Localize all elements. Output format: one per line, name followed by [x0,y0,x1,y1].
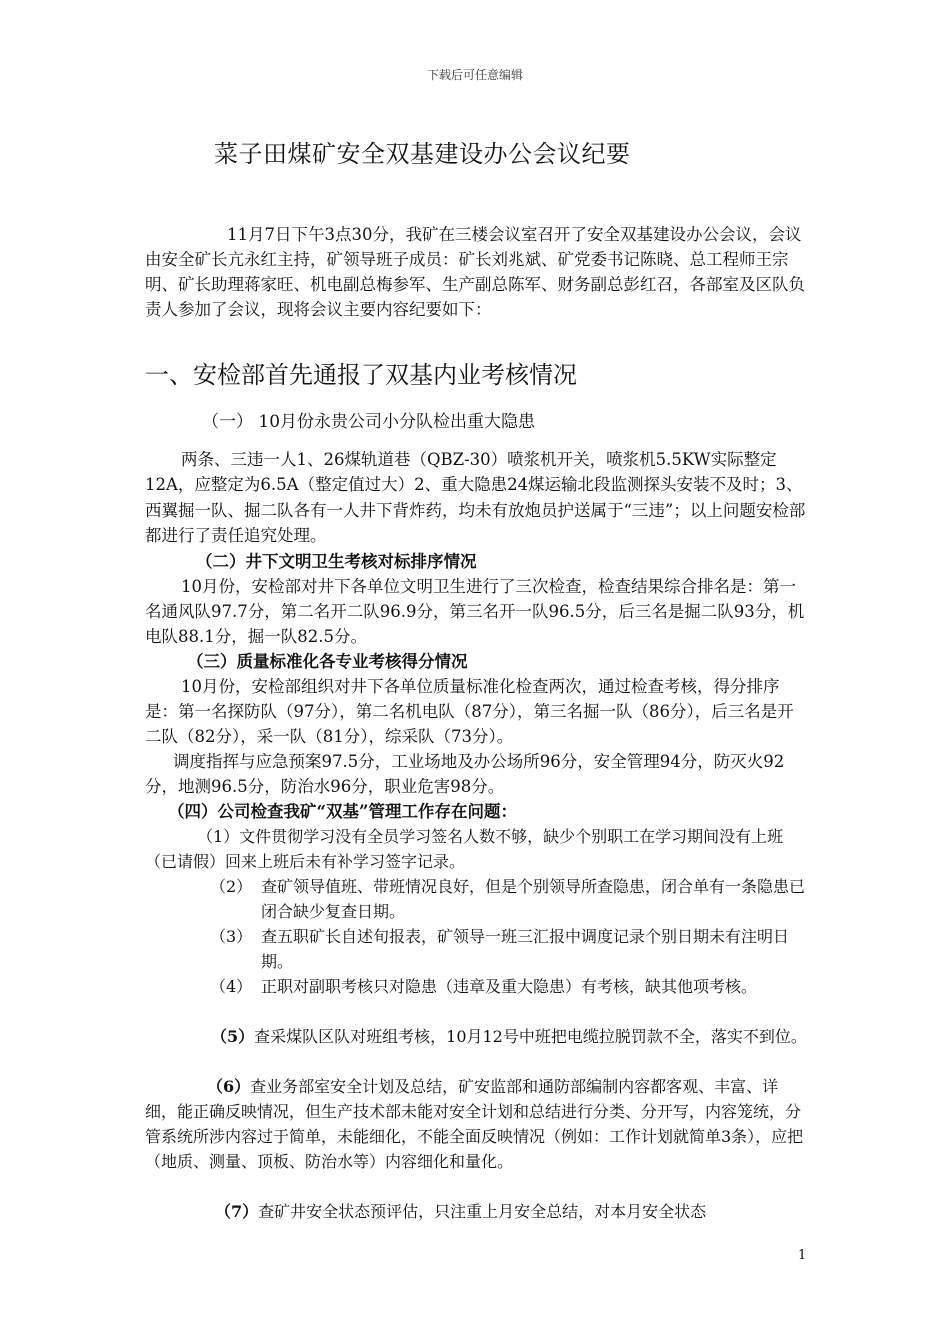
issue-item-5-number: （5） [211,1027,255,1046]
issue-item-3-number: （3） [210,927,253,946]
issue-item-6 [145,1074,807,1174]
subsection-heading-4: （四）公司检查我矿“双基”管理工作存在问题： [168,802,517,821]
subsection-body-3: 10月份，安检部组织对井下各单位质量标准化检查两次，通过检查考核，得分排序是：第一名探防队（97分），第二名机电队（87分），第三名掘一队（86分），后三名是开二队（82分），采一队（81分），综采队（73分）。 [145,677,794,746]
intro-paragraph: 11月7日下午3点30分，我矿在三楼会议室召开了安全双基建设办公会议，会议由安全矿长亢永红主持，矿领导班子成员：矿长刘兆斌、矿党委书记陈晓、总工程师王宗明、矿长助理蒋家旺、机电副总梅参军、生产副总陈军、财务副总彭红召，各部室及区队负责人参加了会议，现将会议主要内容纪要如下： [145,225,805,319]
subsection-body-2: 10月份，安检部对井下各单位文明卫生进行了三次检查，检查结果综合排名是：第一名通风队97.7分，第二名开二队96.9分，第三名开一队96.5分，后三名是掘二队93分，机电队88.1分，掘一队82.5分。 [145,577,805,646]
page-header: 下载后可任意编辑 [426,68,523,82]
issue-item-4-text: 正职对副职考核只对隐患（违章及重大隐患）有考核，缺其他项考核。 [261,977,758,996]
issue-item-2-text: 查矿领导值班、带班情况良好，但是个别领导所查隐患，闭合单有一条隐患已闭合缺少复查日期。 [261,877,806,921]
issue-item-7 [145,1199,807,1224]
issue-item-6-text: 查业务部室安全计划及总结，矿安监部和通防部编制内容都客观、丰富、详细，能正确反映情况，但生产技术部未能对安全计划和总结进行分类、分开写，内容笼统，分管系统所涉内容过于简单，未能细化，不能全面反映情况（例如：工作计划就简单3条），应把（地质、测量、顶板、防治水等）内容细化和量化。 [145,1077,804,1171]
subsection-heading-2: （二）井下文明卫生考核对标排序情况 [196,552,477,571]
subsection-body-3b: 调度指挥与应急预案97.5分，工业场地及办公场所96分，安全管理94分，防灭火92分，地测96.5分，防治水96分，职业危害98分。 [145,752,785,796]
issue-item-2-number: （2） [210,877,253,896]
issue-item-5-text: 查采煤队区队对班组考核，10月12号中班把电缆拉脱罚款不全，落实不到位。 [254,1027,807,1046]
subsection-heading-3: （三）质量标准化各专业考核得分情况 [187,652,468,671]
issue-item-7-number: （7） [215,1202,259,1221]
section-heading-1: 一、安检部首先通报了双基内业考核情况 [145,361,577,389]
subsection-heading-1: （一） 10月份永贵公司小分队检出重大隐患 [202,412,536,432]
issue-item-5 [145,1024,807,1049]
issue-item-6-number: （6） [207,1077,251,1096]
document-title: 菜子田煤矿安全双基建设办公会议纪要 [214,140,631,168]
issue-item-1: （1）文件贯彻学习没有全员学习签名人数不够，缺少个别职工在学习期间没有上班（已请假）回来上班后未有补学习签字记录。 [145,827,784,871]
issue-item-7-text: 查矿井安全状态预评估，只注重上月安全总结，对本月安全状态 [258,1202,707,1221]
issue-item-4-number: （4） [210,977,253,996]
subsection-body-1: 两条、三违一人1、26煤轨道巷（QBZ-30）喷浆机开关，喷浆机5.5KW实际整定12A，应整定为6.5A（整定值过大）2、重大隐患24煤运输北段监测探头安装不及时；3、西翼掘一队、掘二队各有一人井下背炸药，均未有放炮员护送属于“三违”；以上问题安检部都进行了责任追究处理。 [145,450,806,545]
issue-item-3-text: 查五职矿长自述旬报表，矿领导一班三汇报中调度记录个别日期未有注明日期。 [261,927,790,971]
page-number: 1 [798,1248,807,1263]
